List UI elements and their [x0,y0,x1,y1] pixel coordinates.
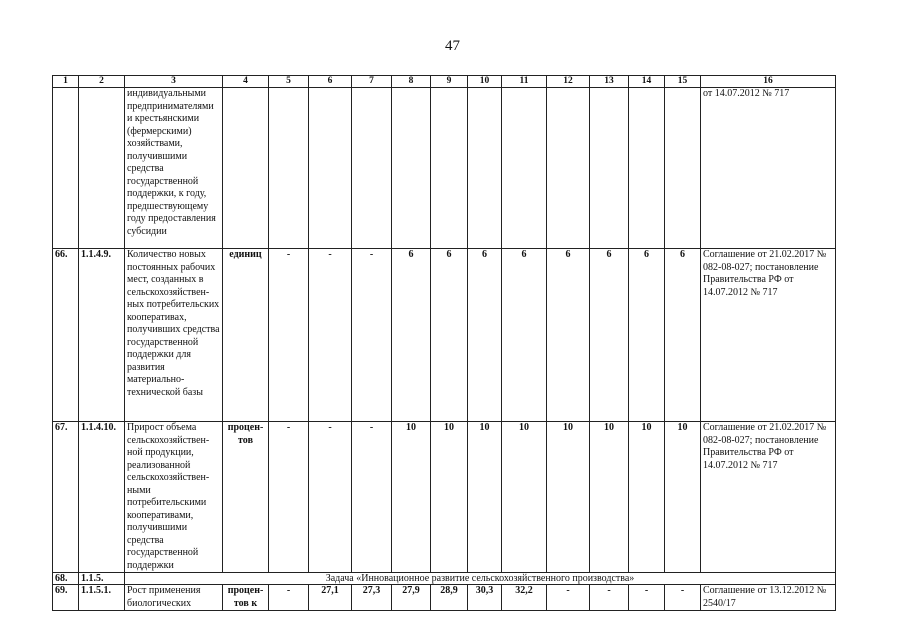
value-cell [468,88,502,249]
note: Соглашение от 13.12.2012 № 2540/17 [701,585,836,611]
header-cell: 12 [547,76,590,88]
value-cell: - [629,585,665,611]
header-cell: 3 [125,76,223,88]
row-code: 1.1.5. [79,573,125,585]
note: Соглашение от 21.02.2017 № 082-08-027; постановление Правительства РФ от 14.07.2012 № 717 [701,249,836,422]
value-cell: 32,2 [502,585,547,611]
header-cell: 16 [701,76,836,88]
value-cell: 6 [665,249,701,422]
header-cell: 9 [431,76,468,88]
value-cell [502,88,547,249]
value-cell: 10 [590,422,629,573]
indicator-name: Прирост объема сельскохозяйствен-ной продукции, реализованной сельскохозяйствен-ными потребительскими кооперативами, получившими средства государственной поддержки [125,422,223,573]
value-cell: 30,3 [468,585,502,611]
value-cell: - [352,422,392,573]
row-number: 66. [53,249,79,422]
row-number [53,88,79,249]
header-cell: 10 [468,76,502,88]
value-cell: - [665,585,701,611]
value-cell [269,88,309,249]
value-cell: 10 [468,422,502,573]
value-cell: 6 [431,249,468,422]
value-cell [309,88,352,249]
value-cell: 6 [629,249,665,422]
value-cell [352,88,392,249]
header-cell: 4 [223,76,269,88]
value-cell: - [309,249,352,422]
unit [223,88,269,249]
table-row [53,585,836,611]
table-row [53,88,836,249]
value-cell: 6 [392,249,431,422]
unit: процен-тов к [223,585,269,611]
note: Соглашение от 21.02.2017 № 082-08-027; постановление Правительства РФ от 14.07.2012 № 717 [701,422,836,573]
header-cell: 15 [665,76,701,88]
value-cell [629,88,665,249]
note: от 14.07.2012 № 717 [701,88,836,249]
indicator-name: индивидуальными предпринимателями и крестьянскими (фермерскими) хозяйствами, получившими средства государственной поддержки, к году, предшествующему году предоставления субсидии [125,88,223,249]
header-cell: 14 [629,76,665,88]
value-cell: 6 [590,249,629,422]
unit: процен-тов [223,422,269,573]
header-cell: 2 [79,76,125,88]
header-cell: 6 [309,76,352,88]
page-number: 47 [445,38,460,54]
value-cell: 10 [547,422,590,573]
indicator-name: Рост применения биологических [125,585,223,611]
value-cell: - [590,585,629,611]
value-cell: 10 [431,422,468,573]
table-row [53,249,836,422]
value-cell: 6 [502,249,547,422]
value-cell: 27,3 [352,585,392,611]
value-cell: 28,9 [431,585,468,611]
row-number: 69. [53,585,79,611]
value-cell: 10 [629,422,665,573]
value-cell [431,88,468,249]
header-cell: 13 [590,76,629,88]
value-cell: 27,9 [392,585,431,611]
row-number: 67. [53,422,79,573]
value-cell [590,88,629,249]
value-cell: - [547,585,590,611]
value-cell: - [269,422,309,573]
value-cell: 27,1 [309,585,352,611]
header-cell: 7 [352,76,392,88]
indicator-name: Количество новых постоянных рабочих мест, созданных в сельскохозяйствен-ных потребительских кооперативах, получивших средства государственной поддержки для развития материально-технической базы [125,249,223,422]
row-code: 1.1.4.10. [79,422,125,573]
row-code [79,88,125,249]
value-cell: 10 [502,422,547,573]
header-row [53,76,836,88]
row-code: 1.1.4.9. [79,249,125,422]
value-cell: - [269,585,309,611]
table-row [53,422,836,573]
value-cell: 6 [468,249,502,422]
header-cell: 1 [53,76,79,88]
unit: единиц [223,249,269,422]
value-cell: 10 [392,422,431,573]
header-cell: 5 [269,76,309,88]
task-row [53,573,836,585]
header-cell: 11 [502,76,547,88]
value-cell: - [352,249,392,422]
value-cell: 10 [665,422,701,573]
row-number: 68. [53,573,79,585]
value-cell [547,88,590,249]
row-code: 1.1.5.1. [79,585,125,611]
value-cell [392,88,431,249]
value-cell: - [269,249,309,422]
value-cell [665,88,701,249]
indicators-table [52,75,836,611]
header-cell: 8 [392,76,431,88]
value-cell: - [309,422,352,573]
value-cell: 6 [547,249,590,422]
task-title: Задача «Инновационное развитие сельскохозяйственного производства» [125,573,836,585]
